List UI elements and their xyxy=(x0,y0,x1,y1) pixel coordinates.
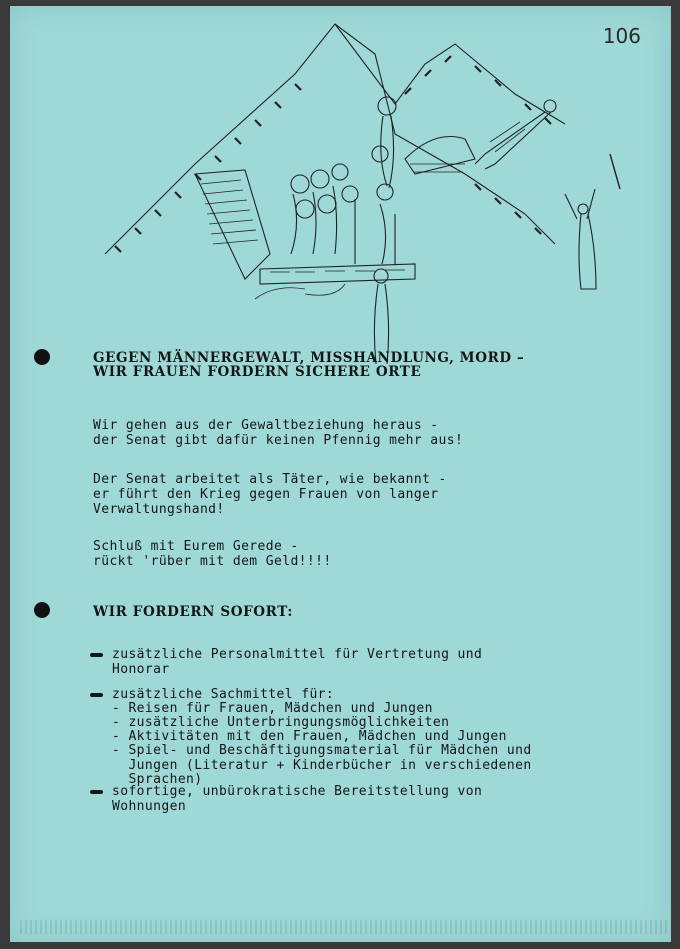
headline-line-1: GEGEN MÄNNERGEWALT, MISSHANDLUNG, MORD – xyxy=(93,350,525,366)
protest-sketch-illustration xyxy=(95,14,645,364)
sub-item: - Spiel- und Beschäftigungsmaterial für Mädchen und Jungen (Literatur + Kinderbücher in verschiedenen Sprachen) xyxy=(112,743,532,787)
paper-sheet xyxy=(10,6,671,942)
demand-text: zusätzliche Sachmittel für: xyxy=(112,687,335,702)
demand-text: zusätzliche Personalmittel für Vertretung und Honorar xyxy=(112,647,483,677)
punch-hole-top xyxy=(34,349,50,365)
paragraph-3: Schluß mit Eurem Gerede - rückt 'rüber mit dem Geld!!!! xyxy=(93,539,332,569)
sub-item: - zusätzliche Unterbringungsmöglichkeiten xyxy=(112,715,450,730)
punch-hole-bottom xyxy=(34,602,50,618)
demand-item xyxy=(90,648,482,677)
demand-item xyxy=(90,785,482,814)
sub-item: - Reisen für Frauen, Mädchen und Jungen xyxy=(112,701,433,716)
bullet-dash-icon xyxy=(90,790,103,794)
bullet-dash-icon xyxy=(90,653,103,657)
headline-line-2: WIR FRAUEN FORDERN SICHERE ORTE xyxy=(93,364,422,380)
headline xyxy=(93,351,524,379)
paragraph-2: Der Senat arbeitet als Täter, wie bekannt - er führt den Krieg gegen Frauen von langer Verwaltungshand! xyxy=(93,472,447,517)
demand-text: sofortige, unbürokratische Bereitstellung von Wohnungen xyxy=(112,784,483,814)
scan-edge-texture xyxy=(20,920,670,934)
sub-item: - Aktivitäten mit den Frauen, Mädchen und Jungen xyxy=(112,729,507,744)
bullet-dash-icon xyxy=(90,693,103,697)
demands-title: WIR FORDERN SOFORT: xyxy=(93,604,293,620)
page-number: 106 xyxy=(602,24,641,48)
paragraph-1: Wir gehen aus der Gewaltbeziehung heraus - der Senat gibt dafür keinen Pfennig mehr aus! xyxy=(93,418,464,448)
